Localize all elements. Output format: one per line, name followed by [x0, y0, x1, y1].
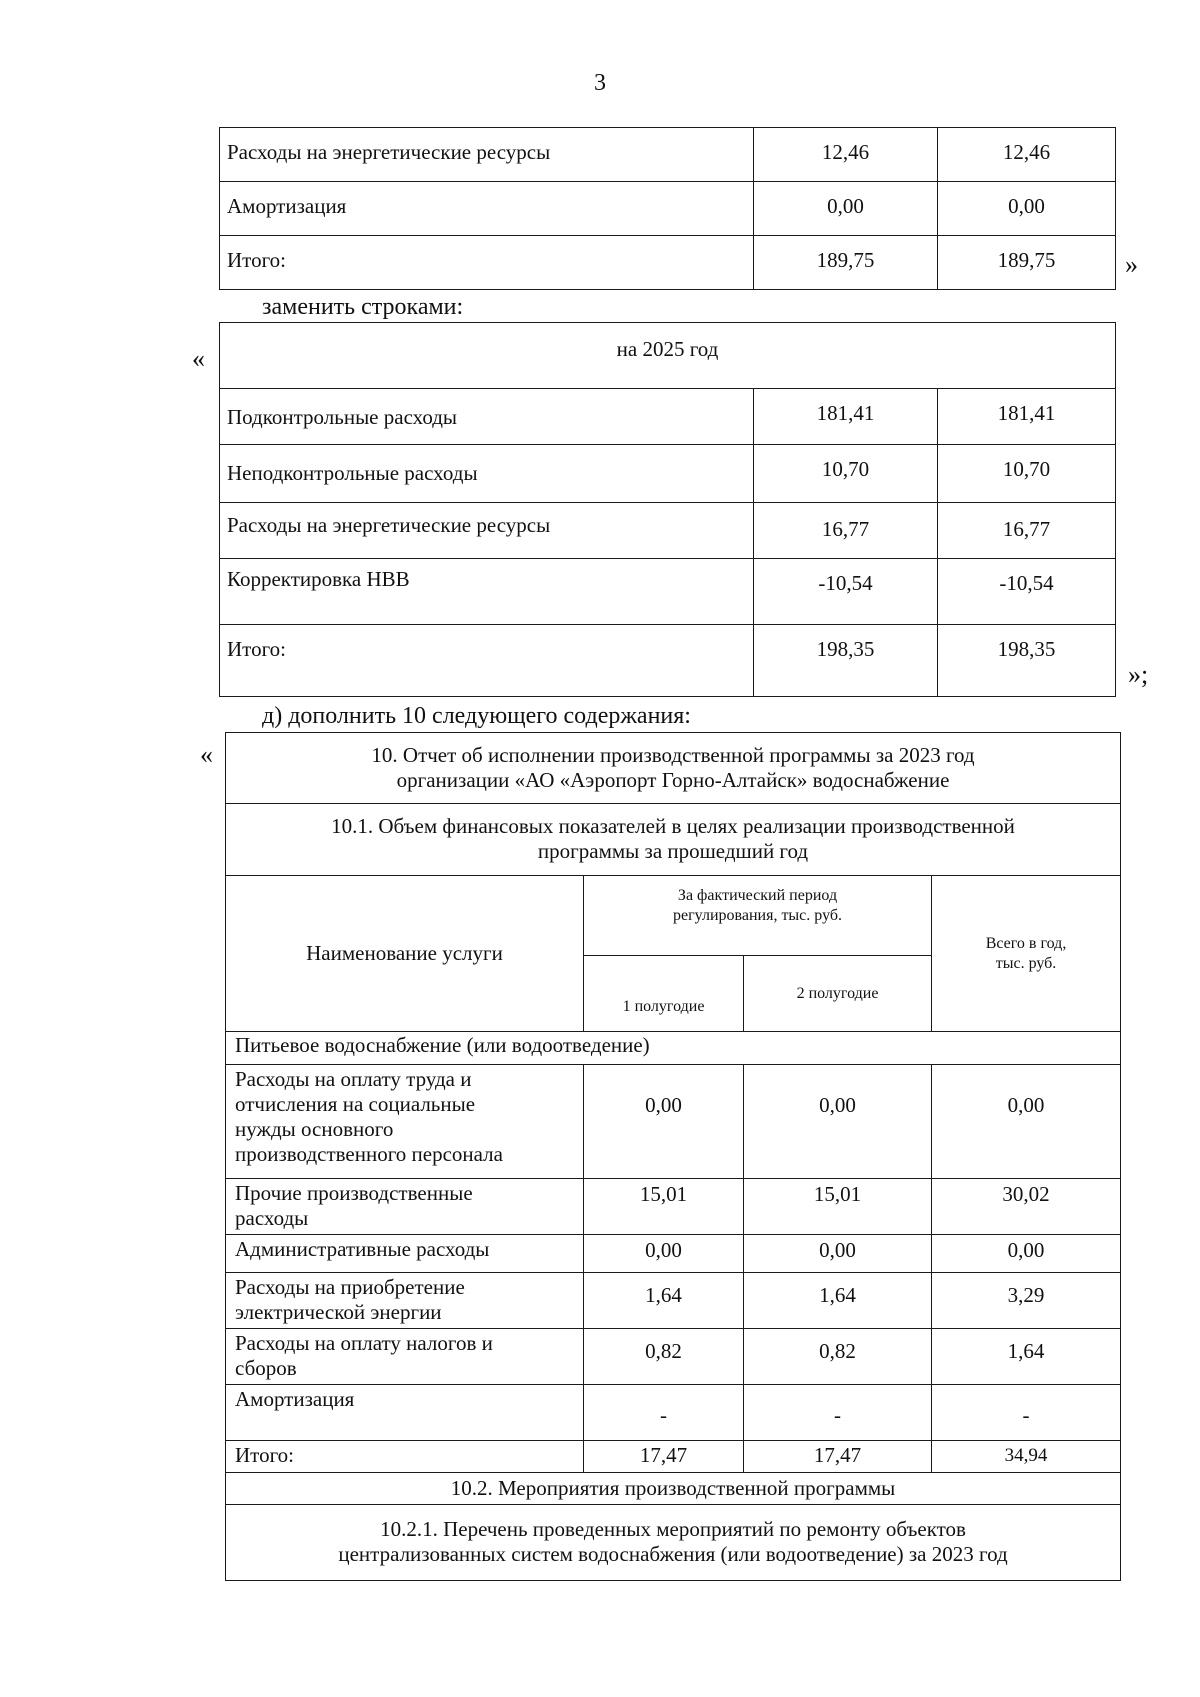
row-value-1: 189,75 — [754, 236, 938, 290]
table-costs-continuation — [219, 127, 1116, 290]
row-value-2: 10,70 — [938, 445, 1116, 503]
half2-value: - — [744, 1385, 932, 1441]
half1-value: 0,82 — [584, 1329, 744, 1385]
row-name: Итого: — [220, 236, 754, 290]
period-header: За фактический период регулирования, тыс. руб. — [584, 876, 932, 956]
half1-header: 1 полугодие — [584, 956, 744, 1032]
row-name: Расходы на приобретение электрической энергии — [226, 1273, 584, 1329]
half1-value: 15,01 — [584, 1179, 744, 1235]
row-name: Итого: — [220, 625, 754, 697]
table-row — [220, 445, 1116, 503]
row-name: Расходы на оплату налогов и сборов — [226, 1329, 584, 1385]
closing-quote: » — [1125, 250, 1138, 279]
supplement-caption: д) дополнить 10 следующего содержания: — [262, 703, 691, 729]
row-name: Расходы на оплату труда и отчисления на социальные нужды основного производственного персонала — [226, 1065, 584, 1179]
table-row — [226, 1235, 1121, 1273]
half2-header: 2 полугодие — [744, 956, 932, 1032]
row-name: Амортизация — [220, 182, 754, 236]
row-value-1: 198,35 — [754, 625, 938, 697]
total-value: 0,00 — [932, 1235, 1121, 1273]
row-value-1: 181,41 — [754, 389, 938, 445]
measures-title-row — [226, 1473, 1121, 1505]
section-title: Питьевое водоснабжение (или водоотведение) — [226, 1032, 1121, 1065]
total-value: 1,64 — [932, 1329, 1121, 1385]
half1-value: 0,00 — [584, 1235, 744, 1273]
half2-value: 15,01 — [744, 1179, 932, 1235]
table-header-row — [226, 876, 1121, 956]
table-header-row — [220, 323, 1116, 389]
row-name: Амортизация — [226, 1385, 584, 1441]
table-row — [226, 1385, 1121, 1441]
table-row — [220, 236, 1116, 290]
measures-subtitle: 10.2.1. Перечень проведенных мероприятий по ремонту объектов централизованных систем водоснабжения (или водоотведение) за 2023 год — [226, 1505, 1121, 1581]
row-value-1: 10,70 — [754, 445, 938, 503]
row-value-1: 12,46 — [754, 128, 938, 182]
row-name: Подконтрольные расходы — [220, 389, 754, 445]
total-year-header: Всего в год, тыс. руб. — [932, 876, 1121, 1032]
table-row — [220, 625, 1116, 697]
table-row — [226, 1329, 1121, 1385]
row-value-2: 12,46 — [938, 128, 1116, 182]
half1-value: - — [584, 1385, 744, 1441]
row-value-1: 16,77 — [754, 503, 938, 559]
table-row — [226, 1441, 1121, 1473]
year-header: на 2025 год — [220, 323, 1116, 389]
table-row — [220, 182, 1116, 236]
half2-value: 17,47 — [744, 1441, 932, 1473]
table-row — [220, 503, 1116, 559]
measures-title: 10.2. Мероприятия производственной программы — [226, 1473, 1121, 1505]
opening-quote: « — [192, 344, 205, 373]
total-value: 3,29 — [932, 1273, 1121, 1329]
half2-value: 0,00 — [744, 1235, 932, 1273]
row-name: Расходы на энергетические ресурсы — [220, 503, 754, 559]
row-value-2: -10,54 — [938, 559, 1116, 625]
row-value-1: -10,54 — [754, 559, 938, 625]
row-name: Неподконтрольные расходы — [220, 445, 754, 503]
half1-value: 1,64 — [584, 1273, 744, 1329]
closing-quote-semicolon: »; — [1128, 660, 1149, 689]
total-value: 34,94 — [932, 1441, 1121, 1473]
measures-subtitle-row — [226, 1505, 1121, 1581]
table-row — [220, 389, 1116, 445]
replace-caption: заменить строками: — [262, 294, 464, 320]
report-title: 10. Отчет об исполнении производственной программы за 2023 год организации «АО «Аэропорт Горно-Алтайск» водоснабжение — [226, 733, 1121, 804]
row-value-1: 0,00 — [754, 182, 938, 236]
row-name: Прочие производственные расходы — [226, 1179, 584, 1235]
report-subtitle-row — [226, 804, 1121, 876]
total-value: - — [932, 1385, 1121, 1441]
table-row — [226, 1273, 1121, 1329]
table-row — [220, 128, 1116, 182]
row-value-2: 189,75 — [938, 236, 1116, 290]
section-row — [226, 1032, 1121, 1065]
row-name: Административные расходы — [226, 1235, 584, 1273]
half1-value: 17,47 — [584, 1441, 744, 1473]
row-value-2: 0,00 — [938, 182, 1116, 236]
half2-value: 0,82 — [744, 1329, 932, 1385]
row-value-2: 16,77 — [938, 503, 1116, 559]
table-row — [226, 1065, 1121, 1179]
row-name: Расходы на энергетические ресурсы — [220, 128, 754, 182]
half2-value: 1,64 — [744, 1273, 932, 1329]
page-number: 3 — [594, 70, 606, 96]
service-name-header: Наименование услуги — [226, 876, 584, 1032]
row-value-2: 198,35 — [938, 625, 1116, 697]
table-costs-2025 — [219, 322, 1116, 697]
half1-value: 0,00 — [584, 1065, 744, 1179]
table-production-program-report — [225, 732, 1121, 1581]
half2-value: 0,00 — [744, 1065, 932, 1179]
opening-quote: « — [200, 740, 213, 769]
row-value-2: 181,41 — [938, 389, 1116, 445]
row-name: Итого: — [226, 1441, 584, 1473]
total-value: 0,00 — [932, 1065, 1121, 1179]
table-row — [226, 1179, 1121, 1235]
report-title-row — [226, 733, 1121, 804]
table-row — [220, 559, 1116, 625]
total-value: 30,02 — [932, 1179, 1121, 1235]
row-name: Корректировка НВВ — [220, 559, 754, 625]
report-subtitle: 10.1. Объем финансовых показателей в целях реализации производственной программы за прошедший год — [226, 804, 1121, 876]
